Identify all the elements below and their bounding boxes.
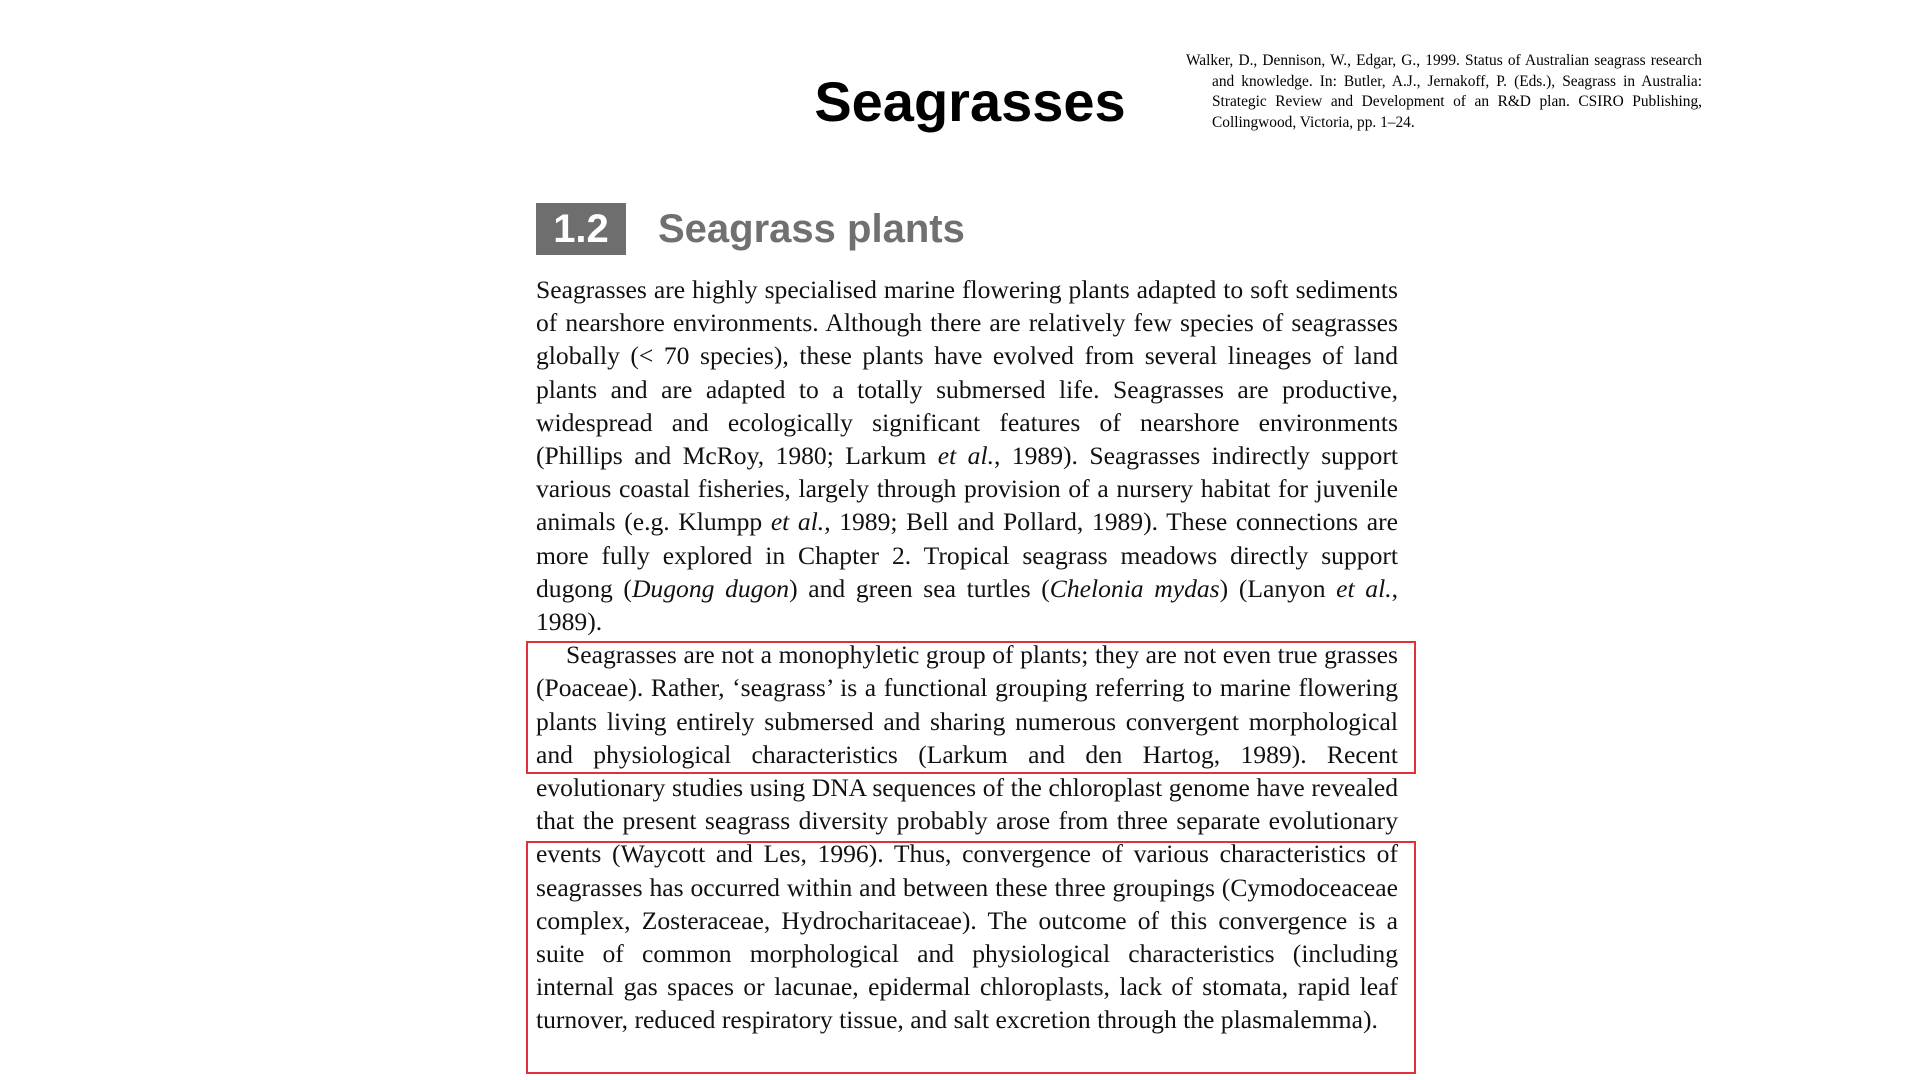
paragraph-monophyletic: Seagrasses are not a monophyletic group of plants; they are not even true grasses (Poaceae). Rather, ‘seagrass’ is a functional grouping referring to marine flowering plants living entirely submersed and sharing numerous convergent morphological and physiological characteristics (Larkum and den Hartog, 1989). Recent evolutionary studies using DNA sequences of the chloroplast genome have revealed that the present seagrass diversity probably arose from three separate evolutionary events (Waycott and Les, 1996). Thus, convergence of various characteristics of seagrasses has occurred within and between these three groupings (Cymodoceaceae complex, Zosteraceae, Hydrocharitaceae). The outcome of this convergence is a suite of common morphological and physiological characteristics (including internal gas spaces or lacunae, epidermal chloroplasts, lack of stomata, rapid leaf turnover, reduced respiratory tissue, and salt excretion through the plasmalemma). bbox=[536, 640, 1398, 1035]
section-heading bbox=[536, 203, 965, 255]
slide-title: Seagrasses bbox=[814, 70, 1126, 133]
section-title: Seagrass plants bbox=[658, 206, 965, 251]
scanned-book-text bbox=[536, 273, 1398, 1037]
citation-reference: Walker, D., Dennison, W., Edgar, G., 1999. Status of Australian seagrass research and knowledge. In: Butler, A.J., Jernakoff, P. (Eds.), Seagrass in Australia: Strategic Review and Development of an R&D plan. CSIRO Publishing, Collingwood, Victoria, pp. 1–24. bbox=[1186, 52, 1702, 131]
section-number: 1.2 bbox=[536, 203, 626, 255]
paragraph-intro: Seagrasses are highly specialised marine flowering plants adapted to soft sediments of nearshore environments. Although there are relatively few species of seagrasses globally (< 70 species), these plants have evolved from several lineages of land plants and are adapted to a totally submersed life. Seagrasses are productive, widespread and ecologically significant features of nearshore environments (Phillips and McRoy, 1980; Larkum et al., 1989). Seagrasses indirectly support various coastal fisheries, largely through provision of a nursery habitat for juvenile animals (e.g. Klumpp et al., 1989; Bell and Pollard, 1989). These connections are more fully explored in Chapter 2. Tropical seagrass meadows directly support dugong (Dugong dugon) and green sea turtles (Chelonia mydas) (Lanyon et al., 1989). bbox=[536, 275, 1398, 637]
